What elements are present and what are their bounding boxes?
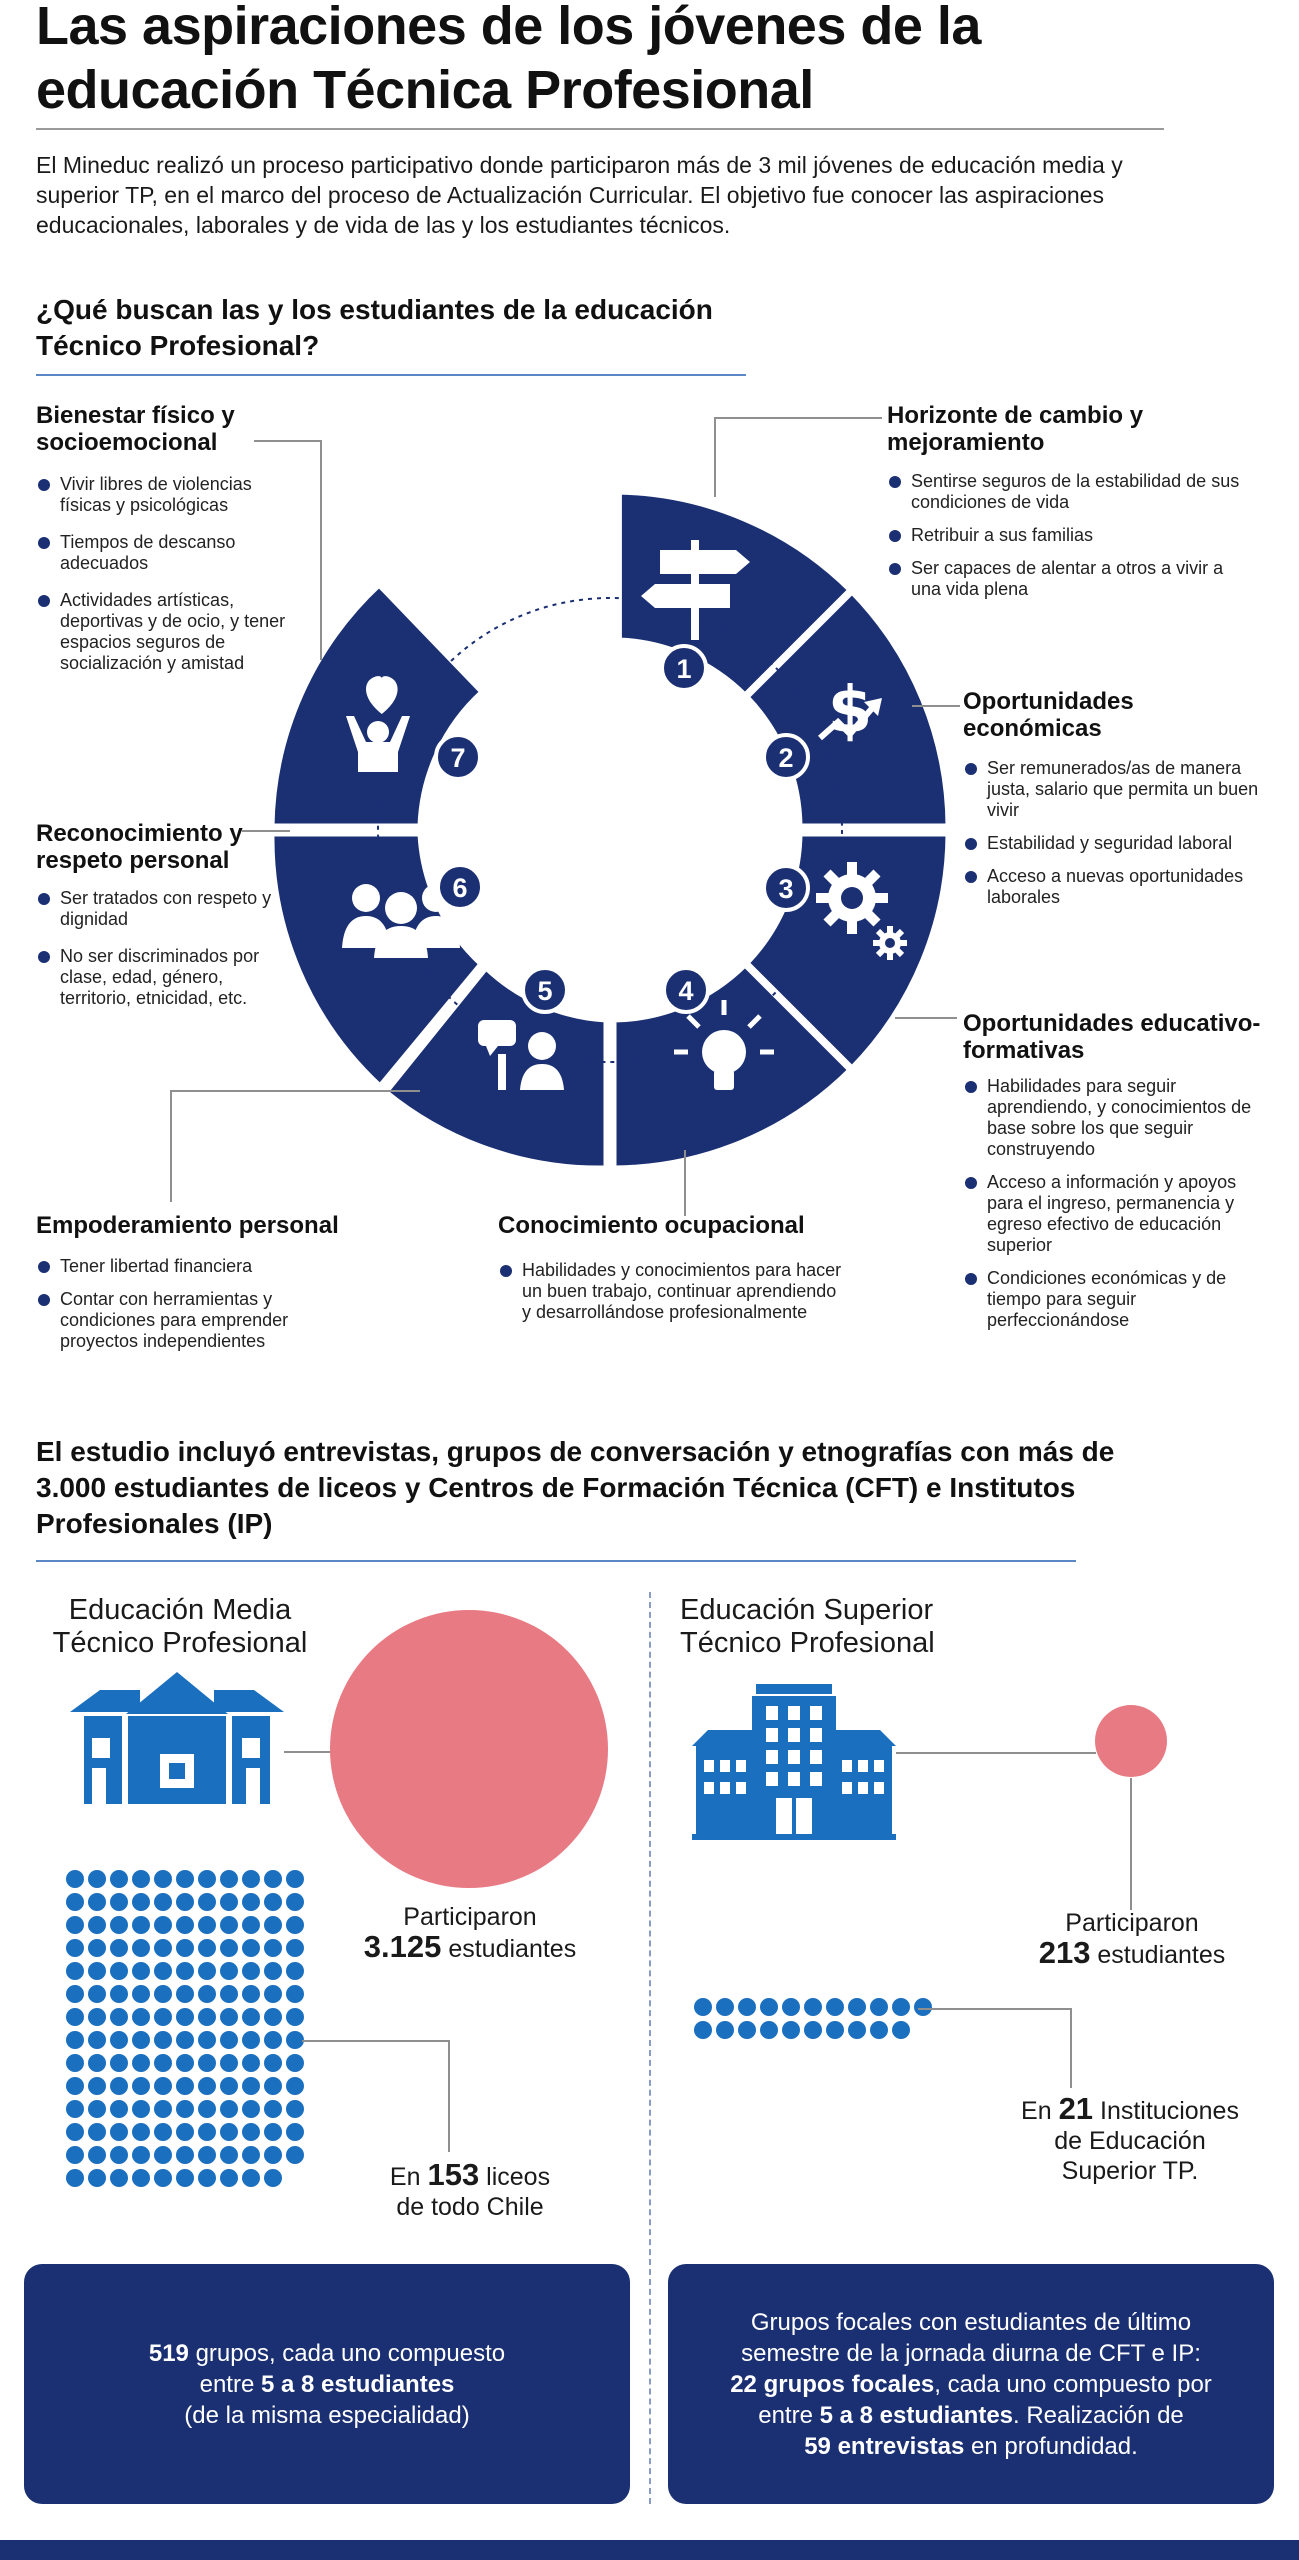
count-dot xyxy=(132,2146,150,2164)
count-dot xyxy=(154,2146,172,2164)
count-dot xyxy=(264,2100,282,2118)
count-dot xyxy=(154,1962,172,1980)
count-dot xyxy=(198,2100,216,2118)
count-dot xyxy=(782,2021,800,2039)
count-dot xyxy=(242,1916,260,1934)
count-dot xyxy=(154,2077,172,2095)
school-building-icon xyxy=(70,1672,284,1806)
count-dot xyxy=(88,2123,106,2141)
count-dot xyxy=(242,2077,260,2095)
connector-liceos-h xyxy=(302,2040,450,2042)
connector-horizonte-h xyxy=(714,417,882,419)
svg-text:6: 6 xyxy=(452,873,468,903)
count-dot xyxy=(66,2054,84,2072)
count-dot xyxy=(110,2031,128,2049)
svg-text:4: 4 xyxy=(678,976,694,1006)
list-item: Contar con herramientas y condiciones para emprender proyectos independientes xyxy=(36,1289,356,1352)
count-dot xyxy=(242,2008,260,2026)
count-dot xyxy=(176,1985,194,2003)
count-dot xyxy=(132,1939,150,1957)
count-dot xyxy=(110,2008,128,2026)
connector-inst-h xyxy=(918,2008,1072,2010)
count-dot xyxy=(286,1962,304,1980)
count-dot xyxy=(892,1998,910,2016)
count-dot xyxy=(176,2008,194,2026)
connector-horizonte-v xyxy=(714,417,716,497)
count-dot xyxy=(264,1870,282,1888)
count-dot xyxy=(198,2169,216,2187)
count-dot xyxy=(264,2054,282,2072)
count-dot xyxy=(242,1939,260,1957)
count-dot xyxy=(220,1962,238,1980)
group-title-bienestar: Bienestar físico y socioemocional xyxy=(36,402,235,456)
count-dot xyxy=(286,1870,304,1888)
count-dot xyxy=(286,2100,304,2118)
count-dot xyxy=(198,1893,216,1911)
count-dot xyxy=(176,1916,194,1934)
count-dot xyxy=(132,1962,150,1980)
count-dot xyxy=(176,2031,194,2049)
count-dot xyxy=(154,1939,172,1957)
list-bienestar xyxy=(36,474,286,690)
count-dot xyxy=(738,1998,756,2016)
list-item: Sentirse seguros de la estabilidad de sus condiciones de vida xyxy=(887,471,1247,513)
count-dot xyxy=(66,2100,84,2118)
count-dot xyxy=(848,1998,866,2016)
count-dot xyxy=(286,2008,304,2026)
count-dot xyxy=(110,1939,128,1957)
count-dot xyxy=(176,2123,194,2141)
count-dot xyxy=(198,2008,216,2026)
count-dot xyxy=(804,1998,822,2016)
count-dot xyxy=(220,1870,238,1888)
count-dot xyxy=(154,1870,172,1888)
count-dot xyxy=(286,2077,304,2095)
university-building-icon xyxy=(692,1684,896,1840)
count-dot xyxy=(286,2054,304,2072)
count-dot xyxy=(220,2031,238,2049)
list-item: Ser tratados con respeto y dignidad xyxy=(36,888,296,930)
count-dot xyxy=(132,1985,150,2003)
list-item: Retribuir a sus familias xyxy=(887,525,1247,546)
list-item: Ser capaces de alentar a otros a vivir a una vida plena xyxy=(887,558,1247,600)
list-item: Condiciones económicas y de tiempo para seguir perfeccionándose xyxy=(963,1268,1273,1331)
group-title-conocimiento: Conocimiento ocupacional xyxy=(498,1212,805,1239)
count-dot xyxy=(132,2100,150,2118)
count-dot xyxy=(154,2054,172,2072)
wheel-number-5 xyxy=(523,968,567,1012)
list-item: Habilidades y conocimientos para hacer un buen trabajo, continuar aprendiendo y desarrollándose profesionalmente xyxy=(498,1260,848,1323)
count-dot xyxy=(110,2100,128,2118)
count-dot xyxy=(66,2077,84,2095)
count-dot xyxy=(66,2146,84,2164)
count-dot xyxy=(760,1998,778,2016)
superior-groups-box: Grupos focales con estudiantes de último semestre de la jornada diurna de CFT e IP: 22 grupos focales, cada uno compuesto por entre 5 a 8 estudiantes. Realización de 59 entrevistas en profundidad. xyxy=(668,2264,1274,2504)
count-dot xyxy=(110,1962,128,1980)
count-dot xyxy=(198,1985,216,2003)
aspirations-wheel xyxy=(260,480,960,1180)
section2-title: El estudio incluyó entrevistas, grupos de conversación y etnografías con más de 3.000 estudiantes de liceos y Centros de Formación Técnica (CFT) e Institutos Profesionales (IP) xyxy=(36,1436,1115,1539)
count-dot xyxy=(264,2169,282,2187)
count-dot xyxy=(88,2008,106,2026)
instituciones-dot-grid xyxy=(694,1998,932,2039)
count-dot xyxy=(264,1985,282,2003)
media-participants-bubble xyxy=(328,1608,610,1890)
count-dot xyxy=(88,1893,106,1911)
count-dot xyxy=(716,1998,734,2016)
count-dot xyxy=(848,2021,866,2039)
group-title-educativo: Oportunidades educativo-formativas xyxy=(963,1010,1261,1064)
count-dot xyxy=(110,2054,128,2072)
count-dot xyxy=(132,1916,150,1934)
count-dot xyxy=(220,2077,238,2095)
count-dot xyxy=(220,1939,238,1957)
media-title: Educación Media Técnico Profesional xyxy=(52,1594,308,1659)
count-dot xyxy=(176,2169,194,2187)
count-dot xyxy=(66,2031,84,2049)
count-dot xyxy=(88,1916,106,1934)
count-dot xyxy=(198,1939,216,1957)
count-dot xyxy=(198,2054,216,2072)
count-dot xyxy=(110,2123,128,2141)
count-dot xyxy=(66,2169,84,2187)
count-dot xyxy=(154,1916,172,1934)
count-dot xyxy=(826,2021,844,2039)
count-dot xyxy=(132,2008,150,2026)
superior-title: Educación Superior Técnico Profesional xyxy=(680,1594,935,1659)
count-dot xyxy=(264,1962,282,1980)
count-dot xyxy=(220,1916,238,1934)
superior-participants-stat: Participaron 213 estudiantes xyxy=(1038,1909,1226,1970)
count-dot xyxy=(242,1962,260,1980)
count-dot xyxy=(132,1893,150,1911)
count-dot xyxy=(264,1916,282,1934)
wheel-number-4 xyxy=(664,968,708,1012)
count-dot xyxy=(88,1985,106,2003)
group-title-empoderamiento: Empoderamiento personal xyxy=(36,1212,339,1239)
section1-divider xyxy=(36,374,746,376)
count-dot xyxy=(242,2169,260,2187)
count-dot xyxy=(198,2146,216,2164)
count-dot xyxy=(242,2054,260,2072)
list-conocimiento xyxy=(498,1260,848,1339)
count-dot xyxy=(110,1916,128,1934)
count-dot xyxy=(176,1939,194,1957)
count-dot xyxy=(220,1893,238,1911)
count-dot xyxy=(66,2123,84,2141)
wheel-number-1 xyxy=(662,646,706,690)
count-dot xyxy=(110,2077,128,2095)
connector-bienestar-v xyxy=(320,440,322,660)
count-dot xyxy=(220,2169,238,2187)
wheel-number-2 xyxy=(764,735,808,779)
connector-empoderamiento-v xyxy=(170,1090,172,1202)
count-dot xyxy=(286,1893,304,1911)
count-dot xyxy=(154,2100,172,2118)
count-dot xyxy=(132,1870,150,1888)
footer-bar xyxy=(0,2540,1299,2560)
count-dot xyxy=(66,1893,84,1911)
count-dot xyxy=(110,2169,128,2187)
count-dot xyxy=(286,1939,304,1957)
count-dot xyxy=(220,2008,238,2026)
count-dot xyxy=(264,2008,282,2026)
count-dot xyxy=(286,1985,304,2003)
count-dot xyxy=(264,1939,282,1957)
list-item: Actividades artísticas, deportivas y de ocio, y tener espacios seguros de socialización y amistad xyxy=(36,590,286,674)
count-dot xyxy=(110,1985,128,2003)
count-dot xyxy=(242,2031,260,2049)
list-item: Acceso a información y apoyos para el ingreso, permanencia y egreso efectivo de educación superior xyxy=(963,1172,1273,1256)
wheel-number-7 xyxy=(436,735,480,779)
connector-economicas xyxy=(912,705,960,707)
list-item: No ser discriminados por clase, edad, género, territorio, etnicidad, etc. xyxy=(36,946,296,1009)
count-dot xyxy=(88,2100,106,2118)
list-item: Ser remunerados/as de manera justa, salario que permita un buen vivir xyxy=(963,758,1273,821)
count-dot xyxy=(154,2008,172,2026)
list-item: Estabilidad y seguridad laboral xyxy=(963,833,1273,854)
count-dot xyxy=(88,1962,106,1980)
list-economicas xyxy=(963,758,1273,920)
count-dot xyxy=(242,2100,260,2118)
svg-text:5: 5 xyxy=(537,976,553,1006)
list-horizonte xyxy=(887,471,1247,612)
count-dot xyxy=(66,1916,84,1934)
list-item: Tener libertad financiera xyxy=(36,1256,356,1277)
group-title-horizonte: Horizonte de cambio y mejoramiento xyxy=(887,402,1144,456)
count-dot xyxy=(176,2054,194,2072)
count-dot xyxy=(132,2169,150,2187)
intro-paragraph: El Mineduc realizó un proceso participativo donde participaron más de 3 mil jóvenes de educación media y superior TP, en el marco del proceso de Actualización Curricular. El objetivo fue conocer las aspiraciones educacionales, laborales y de vida de las y los estudiantes técnicos. xyxy=(36,152,1123,238)
list-item: Vivir libres de violencias físicas y psicológicas xyxy=(36,474,286,516)
liceos-dot-grid xyxy=(66,1870,304,2187)
connector-empoderamiento-h xyxy=(170,1090,420,1092)
count-dot xyxy=(154,1985,172,2003)
count-dot xyxy=(88,2031,106,2049)
count-dot xyxy=(110,1893,128,1911)
count-dot xyxy=(220,1985,238,2003)
page-title: Las aspiraciones de los jóvenes de la educación Técnica Profesional xyxy=(36,0,981,120)
group-title-reconocimiento: Reconocimiento y respeto personal xyxy=(36,820,243,874)
count-dot xyxy=(198,2031,216,2049)
svg-text:$: $ xyxy=(827,674,873,748)
list-item: Tiempos de descanso adecuados xyxy=(36,532,286,574)
instituciones-stat: En 21 Instituciones de Educación Superior TP. xyxy=(1021,2091,1239,2185)
count-dot xyxy=(132,2031,150,2049)
count-dot xyxy=(176,2100,194,2118)
count-dot xyxy=(870,1998,888,2016)
count-dot xyxy=(914,1998,932,2016)
count-dot xyxy=(220,2123,238,2141)
section1-title: ¿Qué buscan las y los estudiantes de la educación Técnico Profesional? xyxy=(36,294,713,361)
count-dot xyxy=(760,2021,778,2039)
list-educativo xyxy=(963,1076,1273,1343)
count-dot xyxy=(110,1870,128,1888)
connector-superior-bubble xyxy=(896,1752,1096,1754)
svg-text:1: 1 xyxy=(676,654,692,684)
count-dot xyxy=(66,1870,84,1888)
count-dot xyxy=(264,2123,282,2141)
list-empoderamiento xyxy=(36,1256,356,1364)
connector-media-bubble xyxy=(284,1751,332,1753)
list-reconocimiento xyxy=(36,888,296,1025)
count-dot xyxy=(694,1998,712,2016)
count-dot xyxy=(66,1939,84,1957)
count-dot xyxy=(154,2169,172,2187)
media-groups-box: 519 grupos, cada uno compuesto entre 5 a 8 estudiantes (de la misma especialidad) xyxy=(24,2264,630,2504)
svg-text:2: 2 xyxy=(778,743,794,773)
count-dot xyxy=(242,2146,260,2164)
count-dot xyxy=(198,2077,216,2095)
count-dot xyxy=(264,1893,282,1911)
count-dot xyxy=(198,1962,216,1980)
count-dot xyxy=(220,2146,238,2164)
connector-conocimiento xyxy=(684,1150,686,1216)
count-dot xyxy=(88,2054,106,2072)
count-dot xyxy=(88,1939,106,1957)
count-dot xyxy=(88,2077,106,2095)
count-dot xyxy=(154,2031,172,2049)
count-dot xyxy=(154,2123,172,2141)
count-dot xyxy=(176,2146,194,2164)
count-dot xyxy=(242,1893,260,1911)
count-dot xyxy=(242,1870,260,1888)
count-dot xyxy=(286,2146,304,2164)
count-dot xyxy=(66,2008,84,2026)
count-dot xyxy=(154,1893,172,1911)
count-dot xyxy=(892,2021,910,2039)
list-item: Acceso a nuevas oportunidades laborales xyxy=(963,866,1273,908)
count-dot xyxy=(286,1916,304,1934)
count-dot xyxy=(286,2123,304,2141)
count-dot xyxy=(176,1893,194,1911)
title-divider xyxy=(36,128,1164,130)
count-dot xyxy=(110,2146,128,2164)
group-title-economicas: Oportunidades económicas xyxy=(963,688,1134,742)
svg-text:7: 7 xyxy=(450,743,466,773)
count-dot xyxy=(264,2077,282,2095)
connector-superior-v xyxy=(1130,1778,1132,1910)
count-dot xyxy=(242,1985,260,2003)
count-dot xyxy=(716,2021,734,2039)
connector-inst-v xyxy=(1070,2008,1072,2088)
count-dot xyxy=(264,2031,282,2049)
count-dot xyxy=(176,1962,194,1980)
count-dot xyxy=(88,1870,106,1888)
count-dot xyxy=(870,2021,888,2039)
column-divider xyxy=(649,1592,651,2504)
list-item: Habilidades para seguir aprendiendo, y conocimientos de base sobre los que seguir construyendo xyxy=(963,1076,1273,1160)
count-dot xyxy=(66,1985,84,2003)
count-dot xyxy=(782,1998,800,2016)
count-dot xyxy=(220,2100,238,2118)
wheel-number-3 xyxy=(764,866,808,910)
media-participants-stat: Participaron 3.125 estudiantes xyxy=(363,1903,577,1964)
count-dot xyxy=(242,2123,260,2141)
count-dot xyxy=(176,2077,194,2095)
count-dot xyxy=(198,2123,216,2141)
count-dot xyxy=(88,2169,106,2187)
count-dot xyxy=(88,2146,106,2164)
count-dot xyxy=(132,2077,150,2095)
count-dot xyxy=(198,1870,216,1888)
section2-divider xyxy=(36,1560,1076,1562)
wheel-number-6 xyxy=(438,865,482,909)
count-dot xyxy=(198,1916,216,1934)
count-dot xyxy=(826,1998,844,2016)
count-dot xyxy=(220,2054,238,2072)
svg-text:3: 3 xyxy=(778,874,794,904)
superior-participants-bubble xyxy=(1094,1704,1168,1778)
count-dot xyxy=(132,2123,150,2141)
count-dot xyxy=(694,2021,712,2039)
count-dot xyxy=(66,1962,84,1980)
connector-liceos-v xyxy=(448,2040,450,2152)
connector-educativo xyxy=(895,1017,957,1019)
count-dot xyxy=(132,2054,150,2072)
count-dot xyxy=(264,2146,282,2164)
liceos-stat: En 153 liceos de todo Chile xyxy=(389,2157,551,2221)
count-dot xyxy=(738,2021,756,2039)
count-dot xyxy=(176,1870,194,1888)
count-dot xyxy=(804,2021,822,2039)
